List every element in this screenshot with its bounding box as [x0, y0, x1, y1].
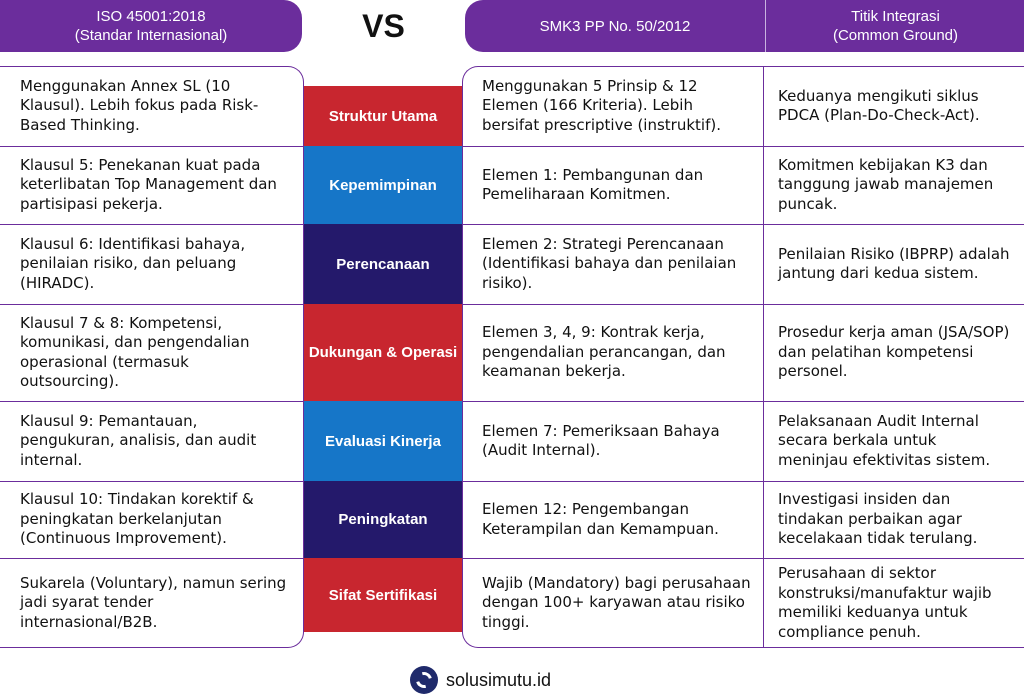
- smk3-cell: Elemen 3, 4, 9: Kontrak kerja, pengendalian perancangan, dan keamanan bekerja.: [482, 323, 726, 381]
- category-struktur-utama: Struktur Utama: [304, 86, 462, 146]
- iso-cell: Sukarela (Voluntary), namun sering jadi syarat tender internasional/B2B.: [20, 573, 287, 631]
- category-peningkatan: Peningkatan: [304, 481, 462, 558]
- smk3-cell: Elemen 12: Pengembangan Keterampilan dan Kemampuan.: [482, 500, 719, 538]
- footer-brand: [410, 664, 551, 696]
- smk3-cell: Elemen 1: Pembangunan dan Pemeliharaan Komitmen.: [482, 165, 704, 203]
- header-smk3: [465, 0, 765, 52]
- common-cell: Komitmen kebijakan K3 dan tanggung jawab manajemen puncak.: [778, 155, 994, 213]
- smk3-cell: Menggunakan 5 Prinsip & 12 Elemen (166 Kriteria). Lebih bersifat prescriptive (instruktif).: [482, 76, 721, 134]
- header-iso-title: ISO 45001:2018: [96, 8, 206, 25]
- smk3-cell: Wajib (Mandatory) bagi perusahaan dengan 100+ karyawan atau risiko tinggi.: [482, 573, 751, 631]
- header-common: [765, 0, 1024, 52]
- header-common-title: Titik Integrasi: [851, 8, 940, 25]
- iso-cell: Klausul 6: Identifikasi bahaya, penilaian risiko, dan peluang (HIRADC).: [20, 234, 246, 292]
- category-kepemimpinan: Kepemimpinan: [304, 146, 462, 224]
- common-cell: Perusahaan di sektor konstruksi/manufaktur wajib memiliki keduanya untuk compliance penuh.: [778, 564, 992, 641]
- solusimutu-logo-icon: [410, 666, 438, 694]
- iso-cell: Klausul 10: Tindakan korektif & peningkatan berkelanjutan (Continuous Improvement).: [20, 490, 254, 548]
- common-cell: Keduanya mengikuti siklus PDCA (Plan-Do-Check-Act).: [778, 86, 980, 124]
- category-sifat-sertifikasi: Sifat Sertifikasi: [304, 558, 462, 632]
- header-common-subtitle: (Common Ground): [832, 27, 959, 44]
- iso-cell: Klausul 9: Pemantauan, pengukuran, analisis, dan audit internal.: [20, 411, 257, 469]
- category-perencanaan: Perencanaan: [304, 224, 462, 304]
- common-cell: Pelaksanaan Audit Internal secara berkala untuk meninjau efektivitas sistem.: [778, 411, 991, 469]
- common-cell: Prosedur kerja aman (JSA/SOP) dan pelatihan kompetensi personel.: [778, 323, 1010, 381]
- smk3-cell: Elemen 2: Strategi Perencanaan (Identifikasi bahaya dan penilaian risiko).: [482, 234, 737, 292]
- header-right: [465, 0, 1024, 52]
- common-cell: Penilaian Risiko (IBPRP) adalah jantung dari kedua sistem.: [778, 244, 1010, 282]
- common-cell: Investigasi insiden dan tindakan perbaikan agar kecelakaan tidak terulang.: [778, 490, 978, 548]
- category-dukungan-operasi: Dukungan & Operasi: [304, 304, 462, 401]
- smk3-cell: Elemen 7: Pemeriksaan Bahaya (Audit Internal).: [482, 421, 720, 459]
- iso-cell: Menggunakan Annex SL (10 Klausul). Lebih fokus pada Risk-Based Thinking.: [20, 76, 259, 134]
- header-iso: [0, 0, 302, 52]
- iso-cell: Klausul 7 & 8: Kompetensi, komunikasi, dan pengendalian operasional (termasuk outsourcing).: [20, 313, 250, 390]
- vs-label: VS: [362, 7, 405, 44]
- header-iso-subtitle: (Standar Internasional): [74, 27, 228, 44]
- footer-brand-text: solusimutu.id: [446, 669, 552, 690]
- iso-cell: Klausul 5: Penekanan kuat pada keterlibatan Top Management dan partisipasi pekerja.: [20, 155, 277, 213]
- header-smk3-title: SMK3 PP No. 50/2012: [539, 17, 691, 35]
- category-evaluasi-kinerja: Evaluasi Kinerja: [304, 401, 462, 481]
- column-divider: [763, 66, 764, 648]
